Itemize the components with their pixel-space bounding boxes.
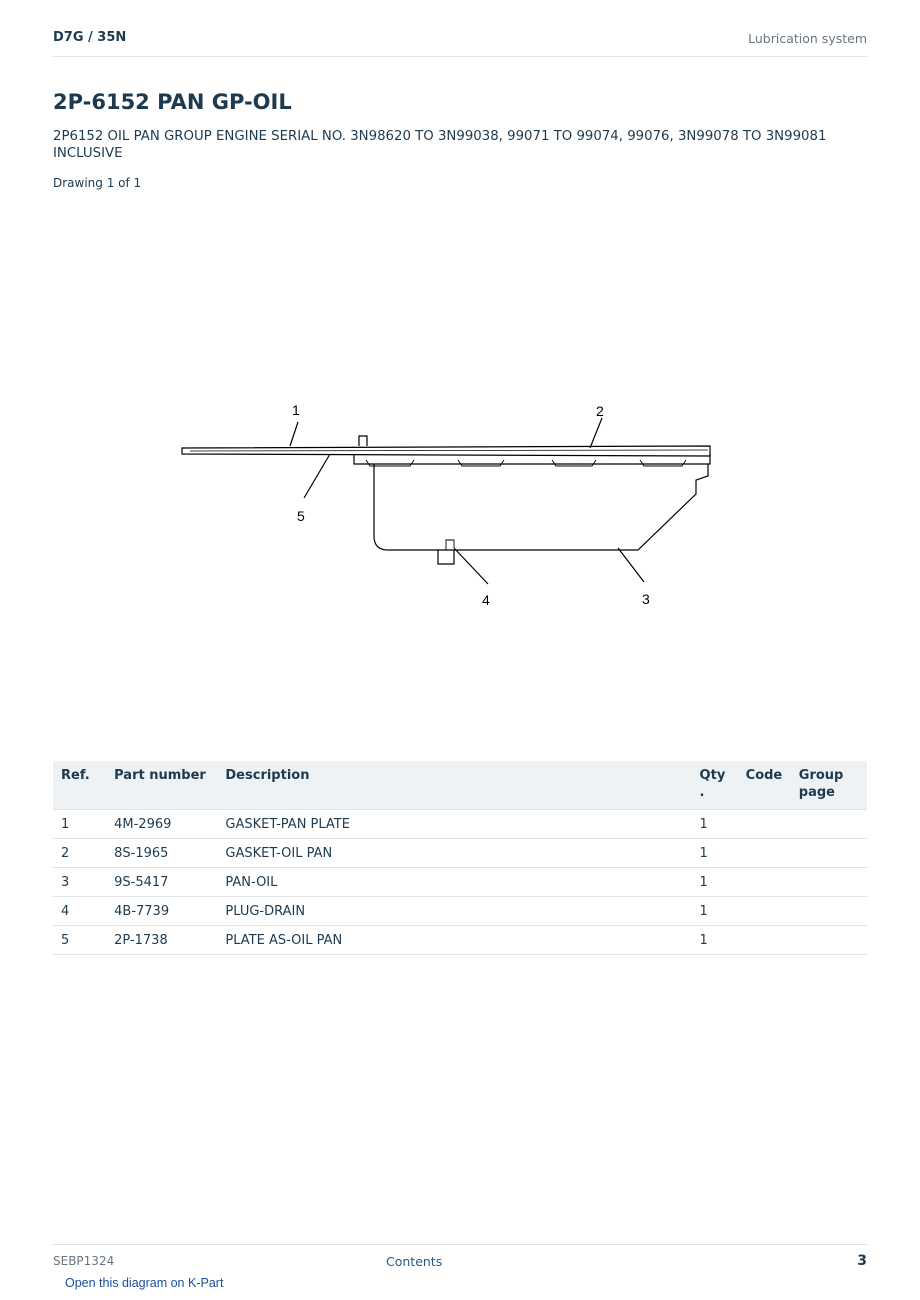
cell-qty: 1 xyxy=(692,926,738,955)
page-title: 2P-6152 PAN GP-OIL xyxy=(53,90,292,114)
header-group-page: Group page xyxy=(791,761,867,810)
cell-qty: 1 xyxy=(692,897,738,926)
leader-4 xyxy=(454,548,488,584)
cell-qty: 1 xyxy=(692,839,738,868)
leader-1 xyxy=(290,422,298,446)
leader-5 xyxy=(304,454,330,498)
table-row xyxy=(53,897,867,926)
cell-group-page xyxy=(791,839,867,868)
group-description: 2P6152 OIL PAN GROUP ENGINE SERIAL NO. 3N98620 TO 3N99038, 99071 TO 99074, 99076, 3N99078 TO 3N99081 INCLUSIVE xyxy=(53,129,827,161)
header-ref: Ref. xyxy=(53,761,106,810)
cell-part-number: 4M-2969 xyxy=(106,810,217,839)
cell-ref: 3 xyxy=(53,868,106,897)
page-footer xyxy=(53,1244,867,1275)
callout-2: 2 xyxy=(596,403,604,419)
cell-description: GASKET-PAN PLATE xyxy=(217,810,691,839)
cell-qty: 1 xyxy=(692,868,738,897)
header-description: Description xyxy=(217,761,691,810)
cell-ref: 1 xyxy=(53,810,106,839)
cell-description: PLATE AS-OIL PAN xyxy=(217,926,691,955)
callout-5: 5 xyxy=(297,508,305,524)
cell-ref: 2 xyxy=(53,839,106,868)
open-kpart-link[interactable]: Open this diagram on K-Part xyxy=(65,1276,224,1290)
table-header-row xyxy=(53,761,867,810)
pan-body xyxy=(374,464,708,550)
table-row xyxy=(53,839,867,868)
cell-code xyxy=(738,897,791,926)
header-qty xyxy=(692,761,738,810)
callout-3: 3 xyxy=(642,591,650,607)
drawing-label: Drawing 1 of 1 xyxy=(53,176,142,190)
parts-table xyxy=(53,761,867,955)
contents-link[interactable]: Contents xyxy=(386,1254,443,1269)
callout-4: 4 xyxy=(482,592,490,608)
cell-group-page xyxy=(791,897,867,926)
cell-description: PAN-OIL xyxy=(217,868,691,897)
table-row xyxy=(53,926,867,955)
cell-description: PLUG-DRAIN xyxy=(217,897,691,926)
oil-pan-diagram xyxy=(160,380,760,620)
cell-description: GASKET-OIL PAN xyxy=(217,839,691,868)
cell-part-number: 4B-7739 xyxy=(106,897,217,926)
header-qty-label: Qty . xyxy=(699,768,726,800)
drain-plug xyxy=(438,550,454,564)
cell-ref: 5 xyxy=(53,926,106,955)
leader-3 xyxy=(618,548,644,582)
cell-code xyxy=(738,926,791,955)
cell-code xyxy=(738,839,791,868)
cell-group-page xyxy=(791,810,867,839)
document-id: SEBP1324 xyxy=(53,1254,115,1268)
machine-model: D7G / 35N xyxy=(53,30,127,45)
cell-code xyxy=(738,810,791,839)
cell-group-page xyxy=(791,926,867,955)
cell-part-number: 9S-5417 xyxy=(106,868,217,897)
table-row xyxy=(53,810,867,839)
header-part-number: Part number xyxy=(106,761,217,810)
cell-qty: 1 xyxy=(692,810,738,839)
page-header xyxy=(53,30,867,57)
cell-code xyxy=(738,868,791,897)
cell-part-number: 2P-1738 xyxy=(106,926,217,955)
leader-2 xyxy=(590,418,602,448)
page-number: 3 xyxy=(857,1253,867,1269)
cell-group-page xyxy=(791,868,867,897)
section-name: Lubrication system xyxy=(748,31,867,46)
table-row xyxy=(53,868,867,897)
cell-part-number: 8S-1965 xyxy=(106,839,217,868)
callout-1: 1 xyxy=(292,402,300,418)
plate-stud xyxy=(359,436,367,446)
header-code: Code xyxy=(738,761,791,810)
cell-ref: 4 xyxy=(53,897,106,926)
